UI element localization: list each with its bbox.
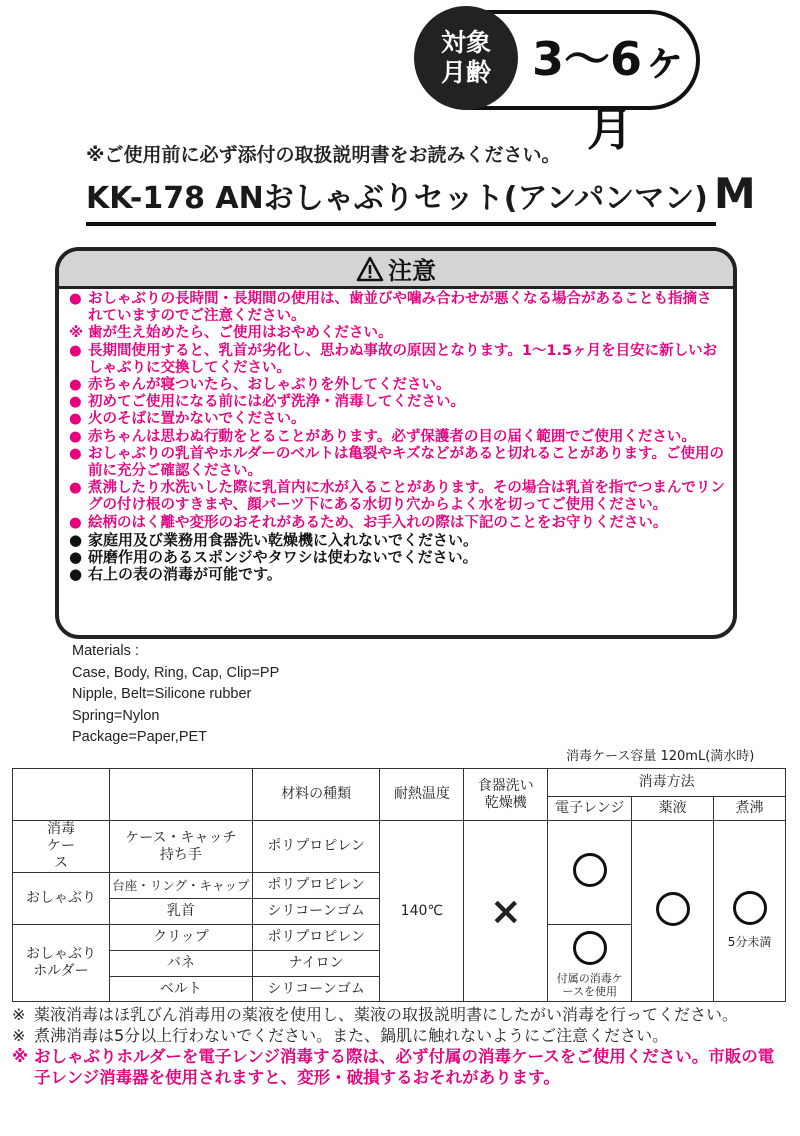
- age-label-line1: 対象: [440, 28, 491, 57]
- header-sterilize: 消毒方法: [548, 769, 786, 797]
- part-case-catch: [109, 821, 252, 873]
- group-case-text: 消毒ケース: [46, 821, 75, 871]
- caution-item-marker: ●: [69, 394, 82, 411]
- footnote: [12, 1046, 788, 1088]
- caution-box: [55, 247, 737, 639]
- caution-header: [59, 251, 733, 289]
- caution-item-marker: ※: [69, 325, 84, 342]
- microwave-holder-cell: [548, 925, 632, 1002]
- caution-item-marker: ●: [69, 548, 83, 567]
- boil-note: 5分未満: [727, 935, 772, 949]
- footnotes: [12, 1004, 788, 1088]
- footnote-marker: ※: [12, 1026, 26, 1045]
- materials-line: Materials :: [72, 643, 139, 659]
- cross-mark: ×: [489, 889, 522, 933]
- part-clip: クリップ: [109, 925, 252, 951]
- header-dishwasher-text: 食器洗い乾燥機: [477, 777, 534, 811]
- caution-item: [69, 566, 725, 583]
- caution-item-text: 初めてご使用になる前には必ず洗浄・消毒してください。: [88, 394, 465, 411]
- material-case: ポリプロピレン: [252, 821, 380, 873]
- header-boil: 煮沸: [714, 797, 786, 821]
- caution-item-text: 煮沸したり水洗いした際に乳首内に水が入ることがあります。その場合は乳首を指でつまんでリングの付け根のすきまや、顔パーツ下にある水切り穴からよく水を切ってご使用ください。: [88, 480, 725, 514]
- materials-line: Package=Paper,PET: [72, 729, 208, 745]
- materials-line: Case, Body, Ring, Cap, Clip=PP: [72, 664, 280, 681]
- dishwasher-cell: [464, 821, 548, 1002]
- caution-item-marker: ●: [69, 445, 82, 462]
- caution-item: [69, 515, 725, 532]
- caution-item-text: 赤ちゃんは思わぬ行動をとることがあります。必ず保護者の目の届く範囲でご使用ください。: [88, 428, 696, 445]
- caution-item: [69, 377, 725, 394]
- header-heat: 耐熱温度: [380, 769, 464, 821]
- age-badge-label: [414, 6, 518, 110]
- header-microwave: 電子レンジ: [548, 797, 632, 821]
- part-case-catch-text: ケース・キャッチ持ち手: [125, 829, 237, 863]
- caution-item-marker: ●: [69, 530, 83, 549]
- chemical-cell: [632, 821, 714, 1002]
- group-case: [13, 821, 110, 873]
- footnote: [12, 1004, 788, 1025]
- part-nipple: 乳首: [109, 899, 252, 925]
- caution-item-text: 右上の表の消毒が可能です。: [88, 565, 282, 584]
- product-name: KK-178 ANおしゃぶりセット(アンパンマン): [86, 181, 708, 216]
- material-base: ポリプロピレン: [252, 873, 380, 899]
- part-spring: バネ: [109, 951, 252, 977]
- material-nipple: シリコーンゴム: [252, 899, 380, 925]
- footnote-text: 薬液消毒はほ乳びん消毒用の薬液を使用し、薬液の取扱説明書にしたがい消毒を行ってください。: [34, 1005, 739, 1024]
- warning-icon: [356, 256, 384, 282]
- caution-item-text: おしゃぶりの乳首やホルダーのベルトは亀裂やキズなどがあると切れることがあります。ご使用の前に充分ご確認ください。: [88, 445, 724, 480]
- circle-mark: [656, 892, 690, 926]
- caution-item-text: 家庭用及び業務用食器洗い乾燥機に入れないでください。: [88, 530, 479, 549]
- sterilization-table: [12, 768, 786, 1002]
- caution-item-text: おしゃぶりの長時間・長期間の使用は、歯並びや噛み合わせが悪くなる場合があることも指摘されていますのでご注意ください。: [88, 291, 712, 325]
- header-material: 材料の種類: [252, 769, 380, 821]
- caution-item: [69, 343, 725, 377]
- header-chemical: 薬液: [632, 797, 714, 821]
- caution-item: [69, 411, 725, 428]
- footnote-marker: ※: [12, 1047, 29, 1066]
- circle-mark: [573, 931, 607, 965]
- group-pacifier: おしゃぶり: [13, 873, 110, 925]
- microwave-case-cell: [548, 821, 632, 925]
- capacity-note: 消毒ケース容量 120mL(満水時): [566, 749, 755, 764]
- caution-item-marker: ●: [69, 480, 82, 497]
- header-dishwasher: [464, 769, 548, 821]
- caution-item-text: 赤ちゃんが寝ついたら、おしゃぶりを外してください。: [88, 377, 451, 394]
- caution-item-text: 火のそばに置かないでください。: [88, 411, 306, 428]
- caution-title: 注意: [388, 257, 436, 285]
- age-value: 3〜6ヶ月: [531, 32, 688, 156]
- caution-item-marker: ●: [69, 411, 82, 428]
- pre-use-note: ※ご使用前に必ず添付の取扱説明書をお読みください。: [86, 144, 561, 166]
- caution-item: [69, 480, 725, 514]
- materials-list: [72, 641, 279, 749]
- circle-mark: [573, 853, 607, 887]
- boil-cell: [714, 821, 786, 1002]
- caution-item: [69, 446, 725, 480]
- caution-item-marker: ●: [69, 565, 83, 584]
- caution-item: [69, 549, 725, 566]
- header-blank-group: [13, 769, 110, 821]
- circle-mark: [733, 891, 767, 925]
- product-title: [86, 166, 756, 226]
- group-holder: [13, 925, 110, 1002]
- footnote-text: 煮沸消毒は5分以上行わないでください。また、鍋肌に触れないようにご注意ください。: [34, 1026, 669, 1045]
- part-base-ring-cap: 台座・リング・キャップ: [109, 873, 252, 899]
- caution-item: [69, 429, 725, 446]
- microwave-note: 付属の消毒ケースを使用: [556, 971, 623, 998]
- caution-item-marker: ●: [69, 377, 82, 394]
- caution-item: [69, 394, 725, 411]
- caution-list: [59, 289, 733, 583]
- caution-item-text: 絵柄のはく離や変形のおそれがあるため、お手入れの際は下記のことをお守りください。: [88, 514, 668, 531]
- caution-item-text: 研磨作用のあるスポンジやタワシは使わないでください。: [88, 548, 478, 567]
- caution-item-marker: ●: [69, 514, 82, 531]
- footnote-marker: ※: [12, 1005, 26, 1024]
- caution-item-marker: ●: [69, 291, 82, 307]
- caution-item-text: 長期間使用すると、乳首が劣化し、思わぬ事故の原因となります。1〜1.5ヶ月を目安に新しいおしゃぶりに交換してください。: [88, 342, 718, 376]
- caution-item: [69, 291, 725, 325]
- header-blank-part: [109, 769, 252, 821]
- heat-value: 140℃: [380, 821, 464, 1002]
- group-holder-text: おしゃぶりホルダー: [25, 946, 96, 979]
- product-size: M: [713, 169, 756, 218]
- caution-item-marker: ●: [69, 342, 82, 359]
- caution-item: [69, 325, 725, 342]
- caution-item-text: 歯が生え始めたら、ご使用はおやめください。: [88, 325, 393, 342]
- material-clip: ポリプロピレン: [252, 925, 380, 951]
- part-belt: ベルト: [109, 977, 252, 1002]
- footnote-text: おしゃぶりホルダーを電子レンジ消毒する際は、必ず付属の消毒ケースをご使用ください。市販の電子レンジ消毒器を使用されますと、変形・破損するおそれがあります。: [34, 1047, 775, 1087]
- age-label-line2: 月齢: [440, 58, 491, 87]
- materials-line: Spring=Nylon: [72, 707, 160, 724]
- caution-item: [69, 532, 725, 549]
- material-spring: ナイロン: [252, 951, 380, 977]
- material-belt: シリコーンゴム: [252, 977, 380, 1002]
- materials-line: Nipple, Belt=Silicone rubber: [72, 686, 252, 702]
- caution-item-marker: ●: [69, 428, 82, 445]
- footnote: [12, 1025, 788, 1046]
